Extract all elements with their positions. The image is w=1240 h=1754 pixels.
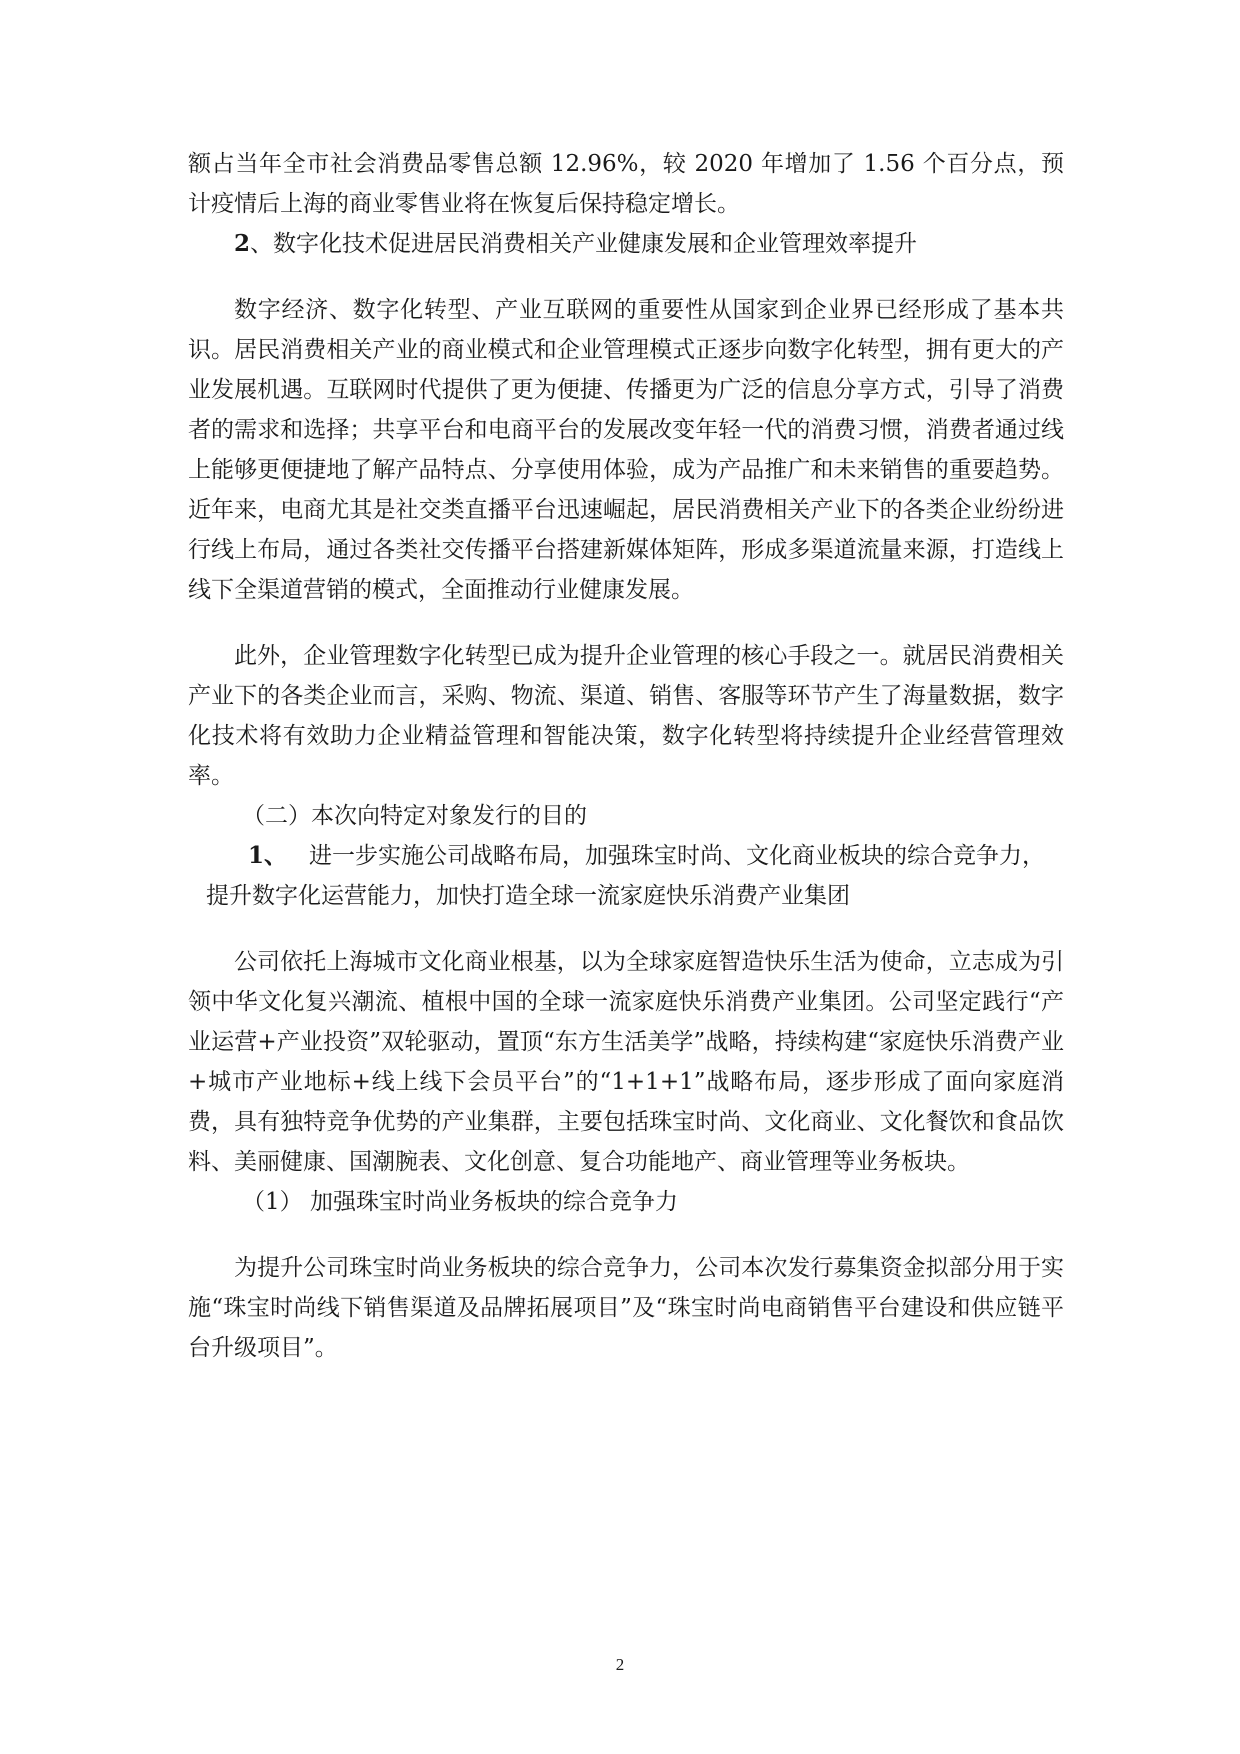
heading-strategy-text: 进一步实施公司战略布局，加强珠宝时尚、文化商业板块的综合竞争力，提升数字化运营能力，加快打造全球一流家庭快乐消费产业集团 [206,843,1045,909]
heading-digital-tech-text: 、数字化技术促进居民消费相关产业健康发展和企业管理效率提升 [250,231,918,257]
heading-issuance-purpose: （二）本次向特定对象发行的目的 [242,803,587,829]
heading-strategy-number: 1、 [248,842,288,869]
heading-digital-tech-number: 2 [234,230,251,257]
heading-jewelry-competitiveness: （1） 加强珠宝时尚业务板块的综合竞争力 [242,1189,678,1215]
paragraph-jewelry-projects: 为提升公司珠宝时尚业务板块的综合竞争力，公司本次发行募集资金拟部分用于实施“珠宝时尚线下销售渠道及品牌拓展项目”及“珠宝时尚电商销售平台建设和供应链平台升级项目”。 [188,1255,1064,1361]
paragraph-digital-economy: 数字经济、数字化转型、产业互联网的重要性从国家到企业界已经形成了基本共识。居民消费相关产业的商业模式和企业管理模式正逐步向数字化转型，拥有更大的产业发展机遇。互联网时代提供了更为便捷、传播更为广泛的信息分享方式，引导了消费者的需求和选择；共享平台和电商平台的发展改变年轻一代的消费习惯，消费者通过线上能够更便捷地了解产品特点、分享使用体验，成为产品推广和未来销售的重要趋势。近年来，电商尤其是社交类直播平台迅速崛起，居民消费相关产业下的各类企业纷纷进行线上布局，通过各类社交传播平台搭建新媒体矩阵，形成多渠道流量来源，打造线上线下全渠道营销的模式，全面推动行业健康发展。 [188,297,1064,603]
paragraph-retail-growth: 额占当年全市社会消费品零售总额 12.96%，较 2020 年增加了 1.56 个百分点，预计疫情后上海的商业零售业将在恢复后保持稳定增长。 [188,151,1064,217]
heading-digital-tech [188,224,1064,264]
heading-strategy [188,836,1064,916]
page-number: 2 [615,1655,625,1674]
paragraph-company-strategy: 公司依托上海城市文化商业根基，以为全球家庭智造快乐生活为使命，立志成为引领中华文化复兴潮流、植根中国的全球一流家庭快乐消费产业集团。公司坚定践行“产业运营+产业投资”双轮驱动，置顶“东方生活美学”战略，持续构建“家庭快乐消费产业+城市产业地标+线上线下会员平台”的“1+1+1”战略布局，逐步形成了面向家庭消费，具有独特竞争优势的产业集群，主要包括珠宝时尚、文化商业、文化餐饮和食品饮料、美丽健康、国潮腕表、文化创意、复合功能地产、商业管理等业务板块。 [188,949,1064,1175]
paragraph-management-digitalization: 此外，企业管理数字化转型已成为提升企业管理的核心手段之一。就居民消费相关产业下的各类企业而言，采购、物流、渠道、销售、客服等环节产生了海量数据，数字化技术将有效助力企业精益管理和智能决策，数字化转型将持续提升企业经营管理效率。 [188,643,1064,789]
document-body [188,144,1064,1368]
